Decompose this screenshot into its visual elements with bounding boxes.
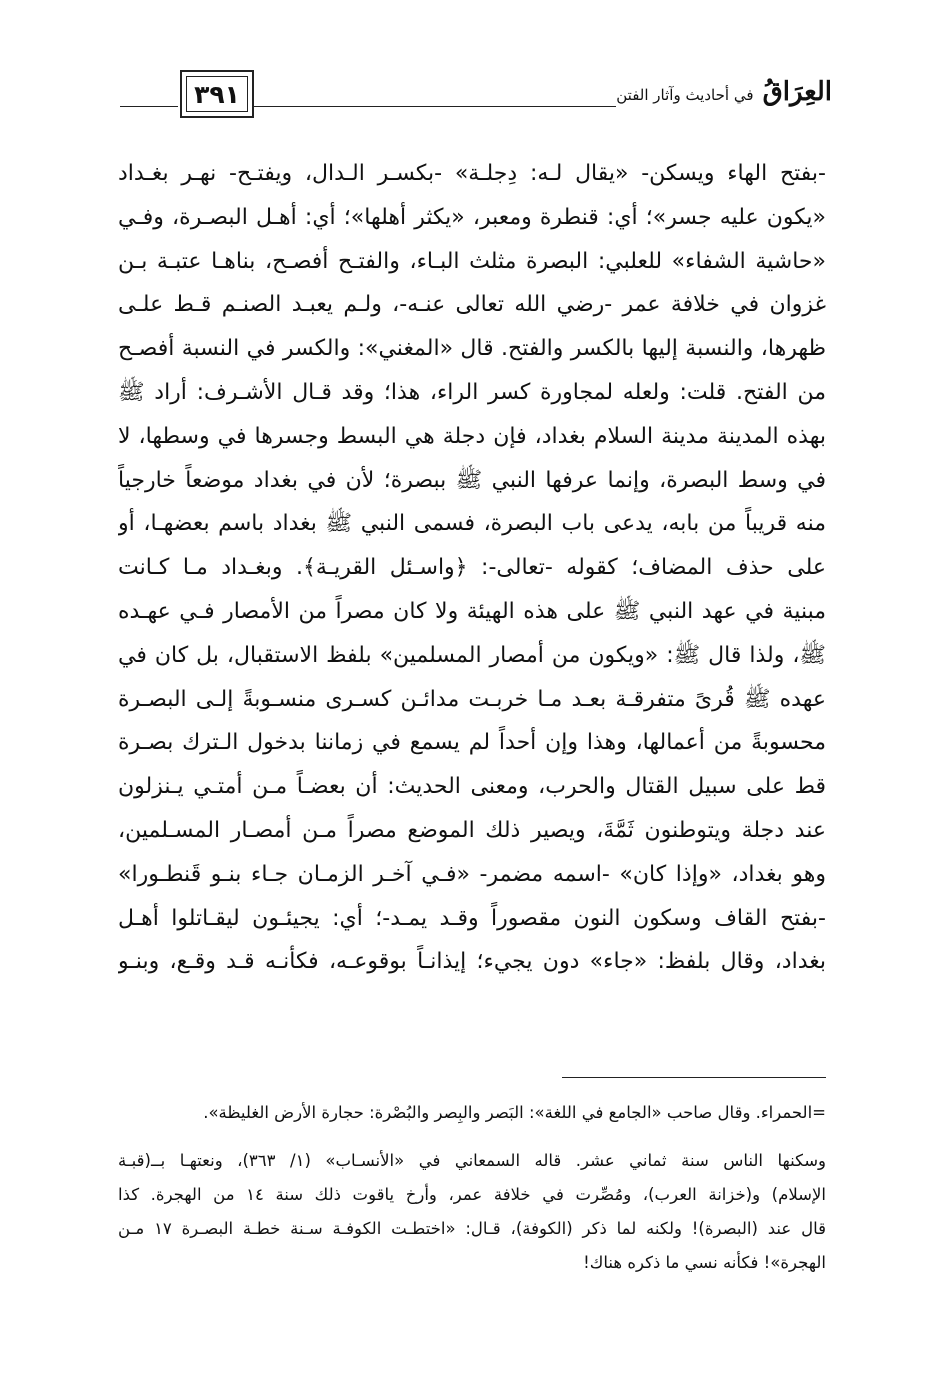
footnote-line: وسكنها الناس سنة ثماني عشر. قاله السمعاني في «الأنسـاب» (١/ ٣٦٣)، ونعتهـا بــ(قبـة bbox=[118, 1151, 826, 1170]
body-text-line: على حذف المضاف؛ كقوله -تعالى-: ﴿واسـئل القريـة﴾. وبغـداد مـا كـانت bbox=[118, 555, 826, 581]
body-text-line: -بفتح القاف وسكون النون مقصوراً وقـد يمـد-؛ أي: يجيئـون ليقـاتلوا أهـل bbox=[118, 905, 826, 931]
footnote-paragraph bbox=[118, 1144, 826, 1280]
body-text-line: غزوان في خلافة عمر -رضي الله تعالى عنـه-، ولـم يعبـد الصنـم قـط علـى bbox=[118, 292, 826, 318]
footnote-separator bbox=[562, 1077, 826, 1078]
body-text-line: -بفتح الهاء ويسكن- «يقال لـه: دِجلـة» -بكسـر الـدال، ويفتـح- نهـر بغـداد bbox=[118, 161, 826, 186]
body-text-line: «حاشية الشفاء» للعلبي: البصرة مثلث البـاء، والفتـح أفصـح، بناهـا عتبـة بـن bbox=[118, 248, 826, 274]
page-number: ٣٩١ bbox=[186, 76, 248, 112]
footnote-line: الإسلام) و(خزانة العرب)، ومُصِّرت في خلافة عمر، وأرخ ياقوت ذلك سنة ١٤ من الهجرة. كذا bbox=[118, 1185, 826, 1204]
body-text-line: بغداد، وقال بلفظ: «جاء» دون يجيء؛ إيذانـاً بوقوعـه، فكأنـه قـد وقـع، وبنـو bbox=[118, 949, 826, 975]
footnote-continuation: =الحمراء. وقال صاحب «الجامع في اللغة»: البَصر والبِصر والبُصْرة: حجارة الأرض الغليظة». bbox=[203, 1103, 826, 1122]
page-number-box bbox=[180, 70, 254, 118]
footnote-line: قال عند (البصرة)! ولكنه لما ذكر (الكوفة)، قـال: «اختطـت الكوفـة سـنة خطـة البصـرة ١٧ مـن bbox=[118, 1219, 826, 1238]
main-body-text bbox=[118, 152, 826, 984]
body-text-line: بهذه المدينة مدينة السلام بغداد، فإن دجلة هي البسط وجسرها في وسطها، لا bbox=[118, 423, 826, 449]
body-text-line: من الفتح. قلت: ولعله لمجاورة كسر الراء، هذا؛ وقد قـال الأشـرف: أراد ﷺ bbox=[118, 379, 826, 405]
body-text-line: ظهرها، والنسبة إليها بالكسر والفتح. قال «المغني»: والكسر في النسبة أفصـح bbox=[118, 336, 826, 362]
footnotes-block bbox=[118, 1096, 826, 1280]
body-text-line: مبنية في عهد النبي ﷺ على هذه الهيئة ولا كان مصراً من الأمصار فـي عهـده bbox=[118, 598, 826, 624]
book-title: العِرَاقُ bbox=[762, 77, 832, 107]
body-text-line: قط على سبيل القتال والحرب، ومعنى الحديث: أن بعضـاً مـن أمتـي يـنزلون bbox=[118, 774, 826, 800]
header-rule-left bbox=[120, 106, 178, 107]
body-text-line: عهده ﷺ قُرىً متفرقـة بعـد مـا خربـت مدائـن كسـرى منسـوبةً إلـى البصـرة bbox=[118, 686, 826, 712]
body-text-line: «يكون عليه جسر»؛ أي: قنطرة ومعبر، «يكثر أهلها»؛ أي: أهـل البصـرة، وفـي bbox=[118, 204, 826, 230]
running-head-title bbox=[612, 70, 832, 118]
body-text-line: في وسط البصرة، وإنما عرفها النبي ﷺ ببصرة؛ لأن في بغداد موضعاً خارجياً bbox=[118, 467, 826, 493]
book-subtitle: في أحاديث وآثار الفتن bbox=[616, 86, 754, 104]
footnote-line: الهجرة»! فكأنه نسي ما ذكره هناك! bbox=[583, 1253, 826, 1272]
header-rule-middle bbox=[254, 106, 616, 107]
body-text-line: منه قريباً من بابه، يدعى باب البصرة، فسمى النبي ﷺ بغداد باسم بعضهـا، أو bbox=[118, 511, 826, 537]
page-header bbox=[120, 70, 832, 130]
body-text-line: عند دجلة ويتوطنون ثَمَّةَ، ويصير ذلك الموضع مصراً مـن أمصـار المسـلمين، bbox=[118, 817, 826, 843]
body-text-line: محسوبةً من أعمالها، وهذا وإن أحداً لم يسمع في زماننا بدخول الـترك بصـرة bbox=[118, 730, 826, 756]
body-text-line: وهو بغداد، «وإذا كان» -اسمه مضمر- «فـي آخـر الزمـان جـاء بنـو قَنطـورا» bbox=[118, 861, 826, 887]
body-text-line: ﷺ، ولذا قال ﷺ: «ويكون من أمصار المسلمين» بلفظ الاستقبال، بل كان في bbox=[118, 642, 826, 668]
